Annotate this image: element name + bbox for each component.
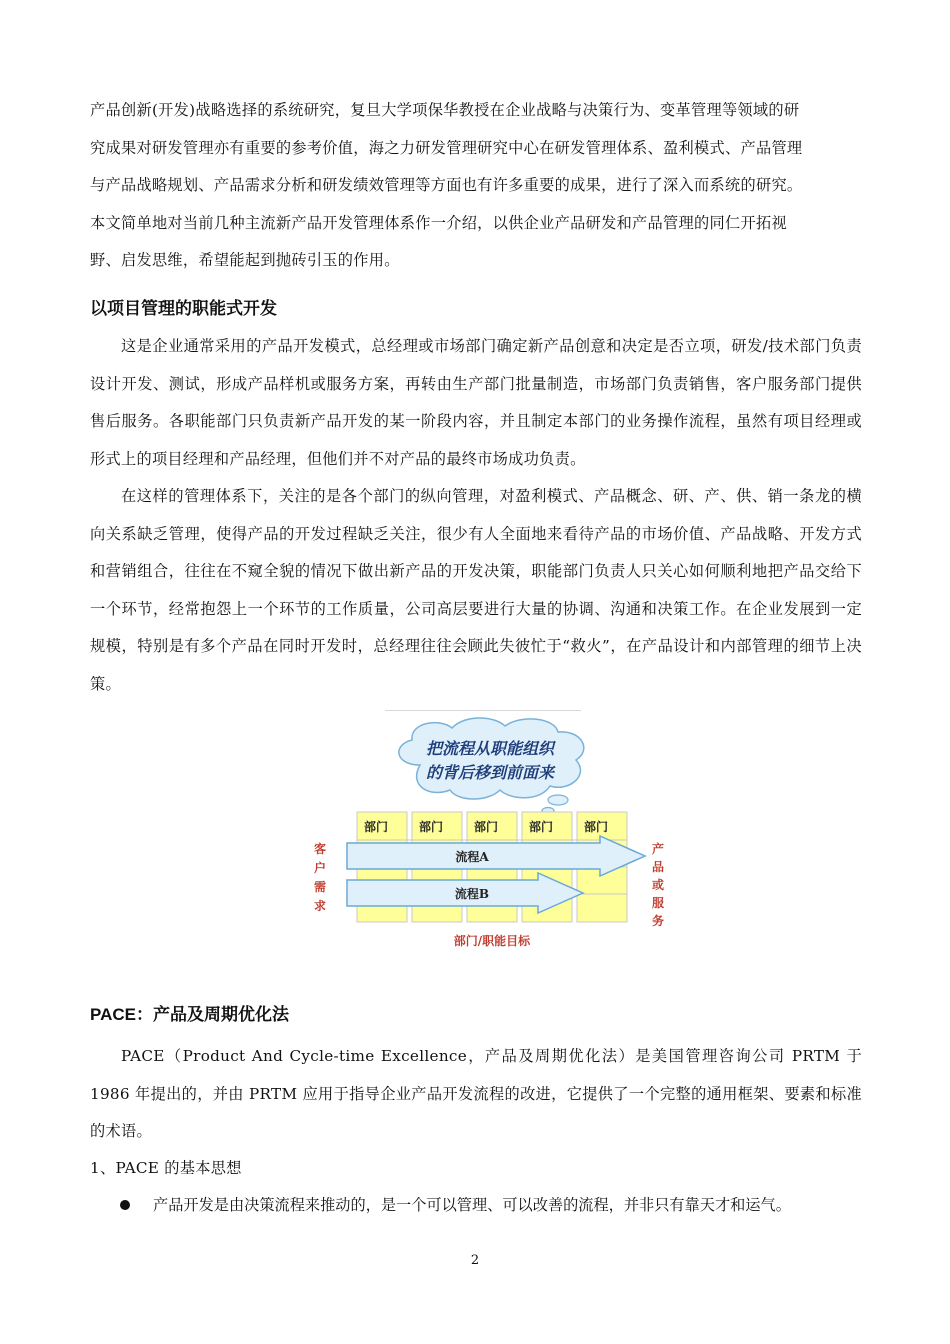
section-heading-pace [90,1000,289,1025]
product-service-label [652,841,665,928]
department-label: 部门 [363,820,389,834]
intro-line: 本文简单地对当前几种主流新产品开发管理体系作一介绍，以供企业产品研发和产品管理的同仁开拓视 [90,213,787,232]
thought-cloud [399,718,584,822]
paragraph-pace-intro: PACE（Product And Cycle-time Excellence，产品及周期优化法）是美国管理咨询公司 PRTM 于 1986 年提出的，并由 PRTM 应用于指导企业产品开发流程的改进，它提供了一个完整的通用框架、要素和标准的术语。 [90,1047,862,1140]
left-label-char: 户 [313,861,327,875]
left-label-char: 客 [313,842,327,856]
cloud-line-2: 的背后移到前面来 [425,763,555,782]
intro-line: 产品创新(开发)战略选择的系统研究，复旦大学项保华教授在企业战略与决策行为、变革管理等领域的研 [90,101,800,119]
process-a-label: 流程A [455,850,489,864]
paragraph-management-system: 在这样的管理体系下，关注的是各个部门的纵向管理，对盈利模式、产品概念、研、产、供、销一条龙的横向关系缺乏管理，使得产品的开发过程缺乏关注，很少有人全面地来看待产品的市场价值、产品战略、开发方式和营销组合，往往在不窥全貌的情况下做出新产品的开发决策，职能部门负责人只关心如何顺利地把产品交给下一个环节，经常抱怨上一个环节的工作质量，公司高层要进行大量的协调、沟通和决策工作。在企业发展到一定规模，特别是有多个产品在同时开发时，总经理往往会顾此失彼忙于“救火”，在产品设计和内部管理的细节上决策。 [90,487,862,693]
section-heading-functional: 以项目管理的职能式开发 [90,299,277,319]
right-label-char: 务 [651,914,665,928]
intro-paragraph [90,92,862,280]
right-label-char: 产 [651,842,665,856]
right-label-char: 品 [651,860,665,874]
bullet-text: 产品开发是由决策流程来推动的，是一个可以管理、可以改善的流程，并非只有靠天才和运气。 [153,1196,791,1214]
department-label: 部门 [418,820,444,834]
intro-line: 究成果对研发管理亦有重要的参考价值，海之力研发管理研究中心在研发管理体系、盈利模式、产品管理 [90,138,803,157]
cloud-line-1: 把流程从职能组织 [425,739,555,758]
page-number: 2 [470,1253,480,1268]
customer-demand-label [314,841,326,913]
department-goal-label: 部门/职能目标 [453,934,531,948]
pace-bold: PACE [90,1005,136,1024]
paragraph-functional-mode: 这是企业通常采用的产品开发模式，总经理或市场部门确定新产品创意和决定是否立项，研发/技术部门负责设计开发、测试，形成产品样机或服务方案，再转由生产部门批量制造，市场部门负责销售，客户服务部门提供售后服务。各职能部门只负责新产品开发的某一阶段内容，并且制定本部门的业务操作流程，虽然有项目经理或形式上的项目经理和产品经理，但他们并不对产品的最终市场成功负责。 [90,337,862,468]
right-label-char: 服 [651,896,665,910]
pace-subheading: 1、PACE 的基本思想 [90,1159,242,1177]
department-label: 部门 [583,820,609,834]
process-b-label: 流程B [454,887,490,901]
pace-heading-rest: ：产品及周期优化法 [135,1005,289,1025]
department-label: 部门 [473,820,499,834]
department-label: 部门 [528,820,554,834]
left-label-char: 求 [313,899,327,913]
intro-line: 与产品战略规划、产品需求分析和研发绩效管理等方面也有许多重要的成果，进行了深入而系统的研究。 [90,176,803,194]
right-label-char: 或 [651,878,665,892]
process-diagram [300,710,670,955]
bullet-dot-icon [120,1200,130,1210]
intro-line: 野、启发思维，希望能起到抛砖引玉的作用。 [90,251,400,269]
left-label-char: 需 [313,880,327,894]
